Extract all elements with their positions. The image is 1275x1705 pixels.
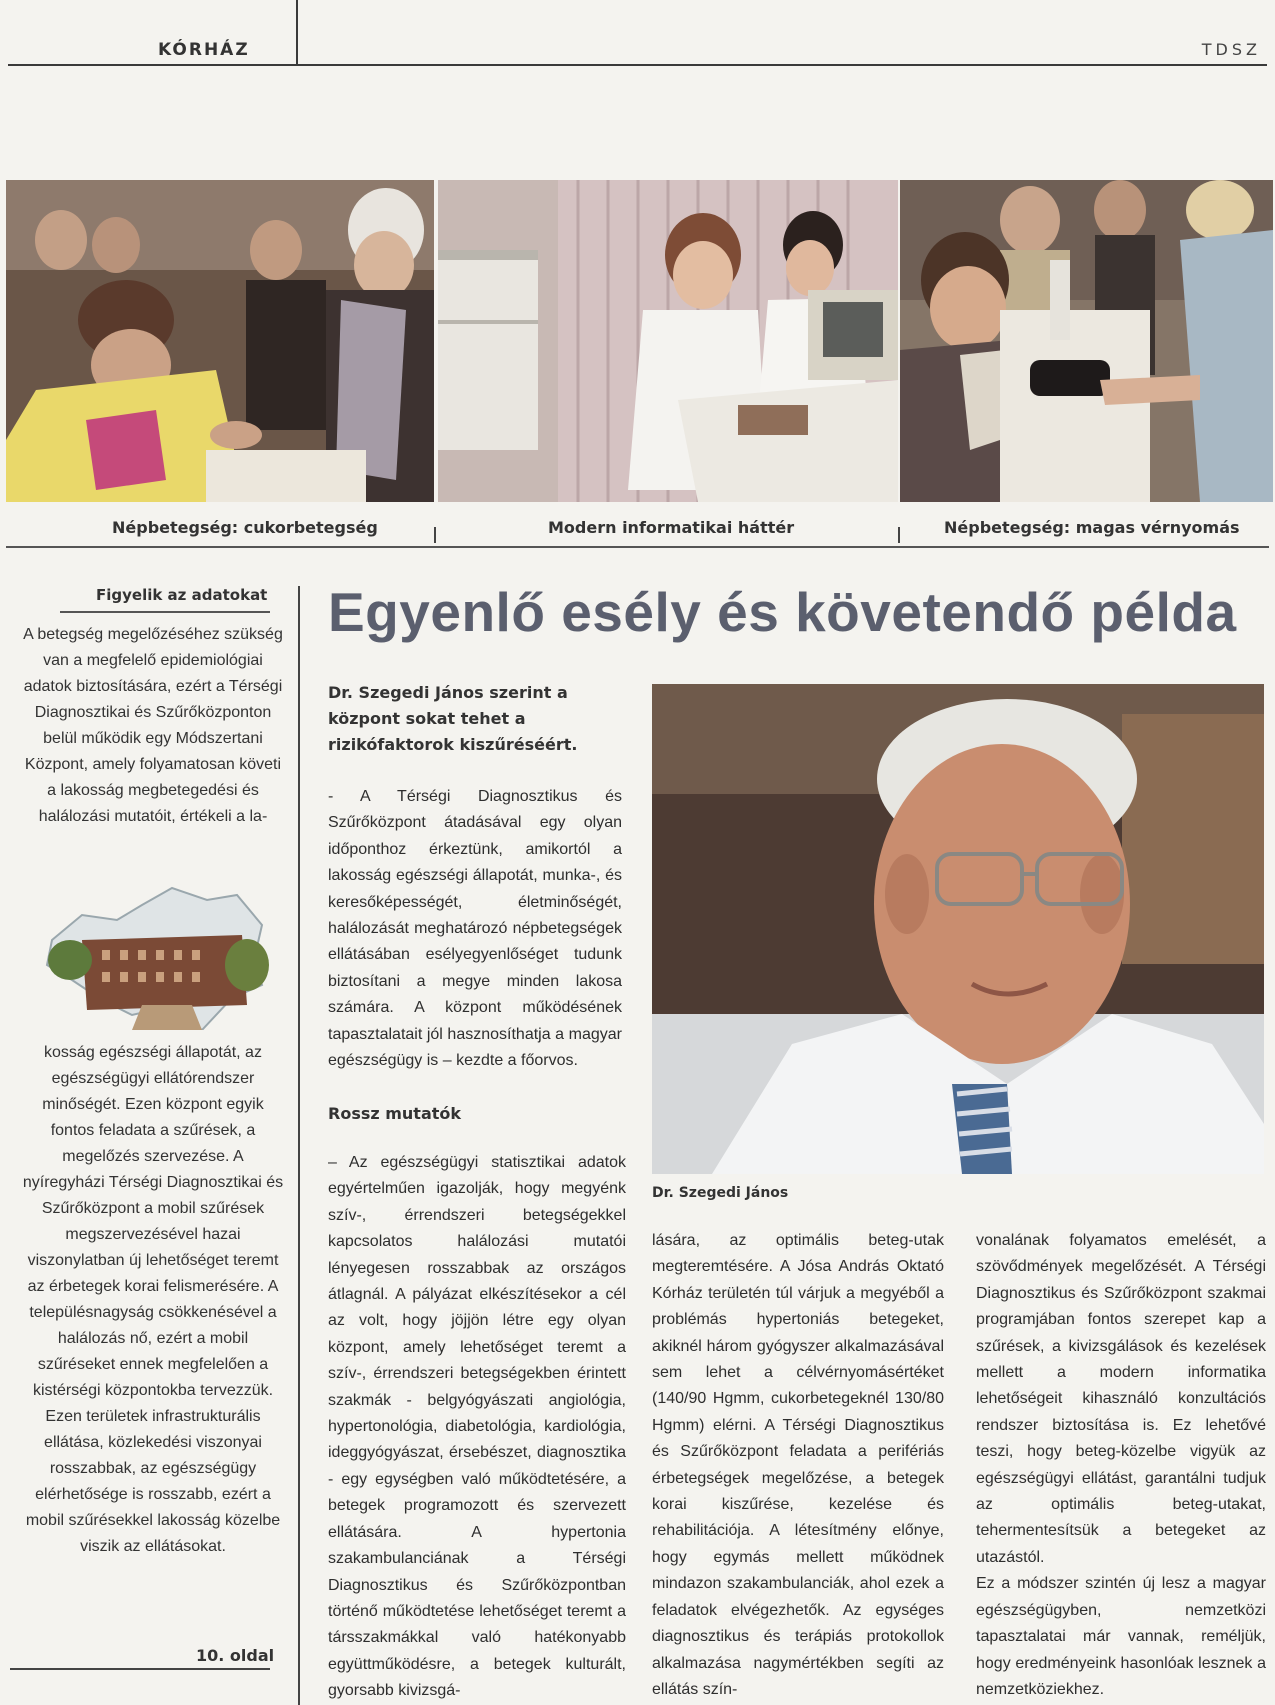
portrait-caption: Dr. Szegedi János <box>652 1185 789 1201</box>
photo-caption-2: Modern informatikai háttér <box>548 518 795 537</box>
sidebar-text-1: A betegség megelőzéséhez szükség van a megfelelő epidemiológiai adatok biztosítására, ezért a Térségi Diagnosztikai és Szűrőközponton belül működik egy Módszertani Központ, amely folyamatosan követi a lakosság megbetegedési és halálozási mutatóit, értékeli a la- <box>23 626 283 825</box>
article-subhead: Rossz mutatók <box>328 1104 462 1123</box>
photo-caption-1: Népbetegség: cukorbetegség <box>112 518 378 537</box>
article-intro-paragraph: - A Térségi Diagnosztikus és Szűrőközpont átadásával egy olyan időponthoz érkeztünk, amikortól a lakosság egészségi állapotát, munka-, és keresőképességét, életminőségét, halálozását meghatározó népbetegségek ellátásában esélyegyenlőséget tudunk biztosítani a megye minden lakosa számára. A központ működésének tapasztalatait jól hasznosíthatja a magyar egészségügy is – kezdte a főorvos. <box>328 788 622 1070</box>
portrait-photo <box>652 684 1264 1174</box>
section-label: KÓRHÁZ <box>158 40 250 60</box>
header-divider <box>296 0 298 64</box>
photo-diabetes-screening <box>6 180 434 502</box>
photo-caption-3: Népbetegség: magas vérnyomás <box>944 518 1240 537</box>
article-headline: Egyenlő esély és követendő példa <box>328 581 1237 643</box>
article-column-2: lására, az optimális beteg-utak megteremtésére. A Jósa András Oktató Kórház területén túl várjuk a megyéből a problémás hypertoniás betegeket, akiknél három gyógyszer alkalmazásával sem lehet a célvérnyomásértéket (140/90 Hgmm, cukorbetegeknél 130/80 Hgmm) elérni. A Térségi Diagnosztikus és Szűrőközpont feladata a perifériás érbetegségek megelőzése, a betegek korai kiszűrése, kezelése és rehabilitációja. A létesítmény előnye, hogy egymás mellett működnek mindazon szakambulanciák, ahol ezek a feladatok elvégezhetők. Az egységes diagnosztikus és terápiás protokollok alkalmazása nagymértékben segíti az ellátás szín- <box>652 1232 944 1698</box>
article-column-3-para-1: vonalának folyamatos emelését, a szövődmények megelőzését. A Térségi Diagnosztikus és Szűrőközpont szakmai programjában fontos szerepet kap a szűrések, a kivizsgálások és kezelések mellett a modern informatika lehetőségeit kihasználó konzultációs rendszer biztosítása is. Ez lehetővé teszi, hogy beteg-közelbe vigyük az egészségügyi ellátást, garantálni tudjuk az optimális beteg-utakat, tehermentesítsük a betegeket az utazástól. <box>976 1232 1266 1566</box>
sidebar-text-2: kosság egészségi állapotát, az egészségügyi ellátórendszer minőségét. Ezen központ egyik fontos feladata a szűrések, a megelőzés szervezése. A nyíregyházi Térségi Diagnosztikai és Szűrőközpont a mobil szűrések megszervezésével hazai viszonylatban új lehetőséget teremt az érbetegek korai felismerésére. A településnagyság csökkenésével a halálozás nő, ezért a mobil szűréseket ennek megfelelően a kistérségi központokba tervezzük. Ezen területek infrastrukturális ellátása, közlekedési viszonyai rosszabbak, az egészségügy elérhetősége is rosszabb, ezért a mobil szűrésekkel lakosság közelbe viszik az ellátásokat. <box>22 1044 284 1555</box>
photo-blood-pressure <box>900 180 1273 502</box>
caption-divider <box>898 527 900 543</box>
caption-divider <box>434 527 436 543</box>
article-column-3 <box>976 1228 1266 1703</box>
brand-label: TDSZ <box>1201 40 1261 59</box>
article-lead: Dr. Szegedi János szerint a központ sokat tehet a rizikófaktorok kiszűréséért. <box>328 683 578 754</box>
county-map-illustration <box>42 880 270 1030</box>
column-divider <box>298 586 300 1705</box>
sidebar-bottom-rule <box>10 1668 270 1670</box>
header-rule <box>8 64 1267 66</box>
photo-informatics <box>438 180 898 502</box>
page-number: 10. oldal <box>196 1646 275 1665</box>
article-column-1: – Az egészségügyi statisztikai adatok egyértelműen igazolják, hogy megyénk szív-, érrendszeri betegségekkel kapcsolatos halálozási mutatói lényegesen rosszabbak az országos átlagnál. A pályázat elkészítésekor a cél az volt, hogy jöjjön létre egy olyan központ, amely lehetőséget teremt a szív-, érrendszeri betegségekben érintett szakmák - belgyógyászati angiológia, hypertonológia, diabetológia, kardiológia, ideggyógyászat, érsebészet, diagnosztika - egy egységben való működtetésére, a betegek programozott és szervezett ellátására. A hypertonia szakambulanciának a Térségi Diagnosztikus és Szűrőközpontban történő működtetése lehetőséget teremt a társszakmákkal való hatékonyabb együttműködésre, a betegek kulturált, gyorsabb kivizsgá- <box>328 1154 626 1700</box>
sidebar-title: Figyelik az adatokat <box>96 586 268 604</box>
article-column-3-para-2: Ez a módszer szintén új lesz a magyar egészségügyben, nemzetközi tapasztalatai már vannak, reméljük, hogy eredményeink hasonlóak lesznek a nemzetköziekhez. <box>976 1575 1266 1698</box>
sidebar-title-rule <box>60 611 270 613</box>
